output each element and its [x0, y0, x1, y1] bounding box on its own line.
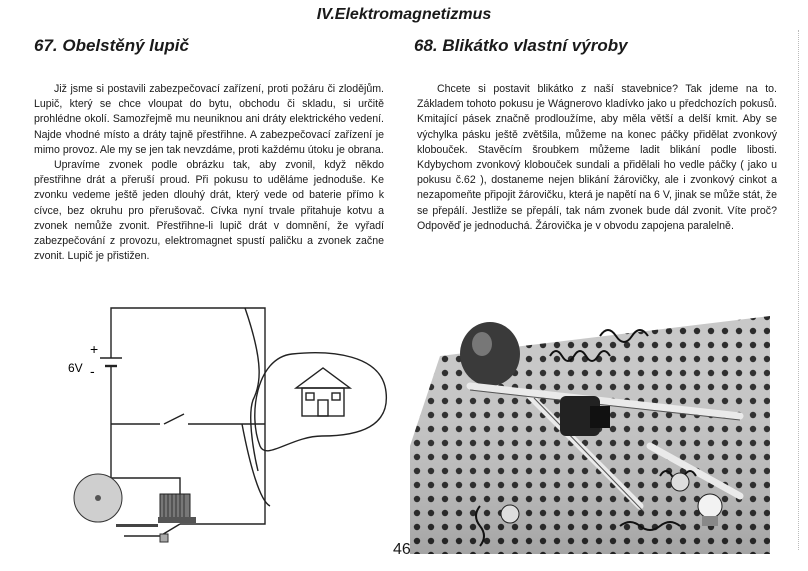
paragraph: Upravíme zvonek podle obrázku tak, aby zvonil, když někdo přestřihne drát a přeruší proud. Při pokusu to uděláme jednoduše. Ke zvonku vedeme ještě jeden dlouhý drát, který vede od baterie přímo k cívce, bez okruhu pro přerušovač. Cívka nyní trvale přitahuje kotvu a zvonek nemůže zvonit. Přestřihne-li lupič drát v domnění, že vyřadí zabezpečování z provozu, elektromagnet spustí paličku a zvonek začne zvonit. Lupič je přistižen. — [34, 159, 384, 263]
battery-minus-label: - — [90, 363, 95, 379]
left-column-text — [34, 82, 384, 264]
section-title-68: 68. Blikátko vlastní výroby — [414, 36, 628, 55]
paragraph: Chcete si postavit blikátko z naší stavebnice? Tak jdeme na to. Základem tohoto pokusu je Wágnerovo kladívko jako u předchozích pokusů. Kmitající pásek značně prodloužíme, aby měla větší a delší kmit. Aby se výchylka pásku ještě zvětšila, můžeme na konec páčky přidělat zvonkový klobouček. Stavěcím šroubkem můžeme ladit blikání podle libosti. Kdybychom zvonkový klobouček sundali a přidělali ho vedle páčky ( jako u pokusu č.62 ), dostaneme nejen blikání žárovičky, ale i zvonkový cinkot a nezapomeňte připojit žárovičku, která je napětí na 6 V, jinak se může stát, že se přepálí. Jestliže se přepálí, tak nám zvonek bude dál zvonit. Víte proč? Odpověď je jednoduchá. Žárovička je v obvodu zapojena paralelně. — [417, 83, 777, 232]
flasher-photo — [410, 296, 770, 554]
house-roof — [296, 368, 350, 388]
page-edge — [798, 30, 802, 550]
house-window-right — [332, 393, 340, 400]
house-door — [318, 400, 328, 416]
wire-to-coil — [111, 424, 180, 494]
chapter-header: IV.Elektromagnetizmus — [316, 6, 492, 23]
page-number: 46 — [393, 541, 411, 558]
battery-plus-label: + — [90, 341, 99, 357]
terminal-screw — [671, 473, 689, 491]
house-window-left — [306, 393, 314, 400]
wire-top — [111, 308, 265, 424]
electromagnet-coil — [160, 494, 190, 518]
switch-blade — [164, 414, 184, 424]
bell-dome — [460, 322, 520, 386]
battery-voltage-label: 6V — [68, 361, 83, 375]
terminal-screw — [160, 534, 168, 542]
right-column-text — [417, 82, 777, 234]
terminal-screw — [501, 505, 519, 523]
bulb-socket — [702, 516, 718, 526]
bulb — [698, 494, 722, 518]
section-title-67: 67. Obelstěný lupič — [34, 36, 189, 55]
house-wall — [302, 388, 344, 416]
bell-hammer-arm — [116, 524, 158, 527]
circuit-diagram — [60, 296, 390, 546]
bell-center — [95, 495, 101, 501]
house-balloon — [255, 353, 387, 451]
paragraph: Již jsme si postavili zabezpečovací zařízení, proti požáru či zlodějům. Lupič, který se chce vloupat do bytu, obchodu či skladu, si určitě prohlédne okolí. Samozřejmě mu neuniknou ani dráty elektrického vedení. Najde vhodné místo a dráty tajně přestřihne. A zabezpečovací zařízení je mimo provoz. Ale my se jen tak nevzdáme, proti každému útoku je obrana. — [34, 83, 384, 156]
armature — [158, 517, 196, 523]
